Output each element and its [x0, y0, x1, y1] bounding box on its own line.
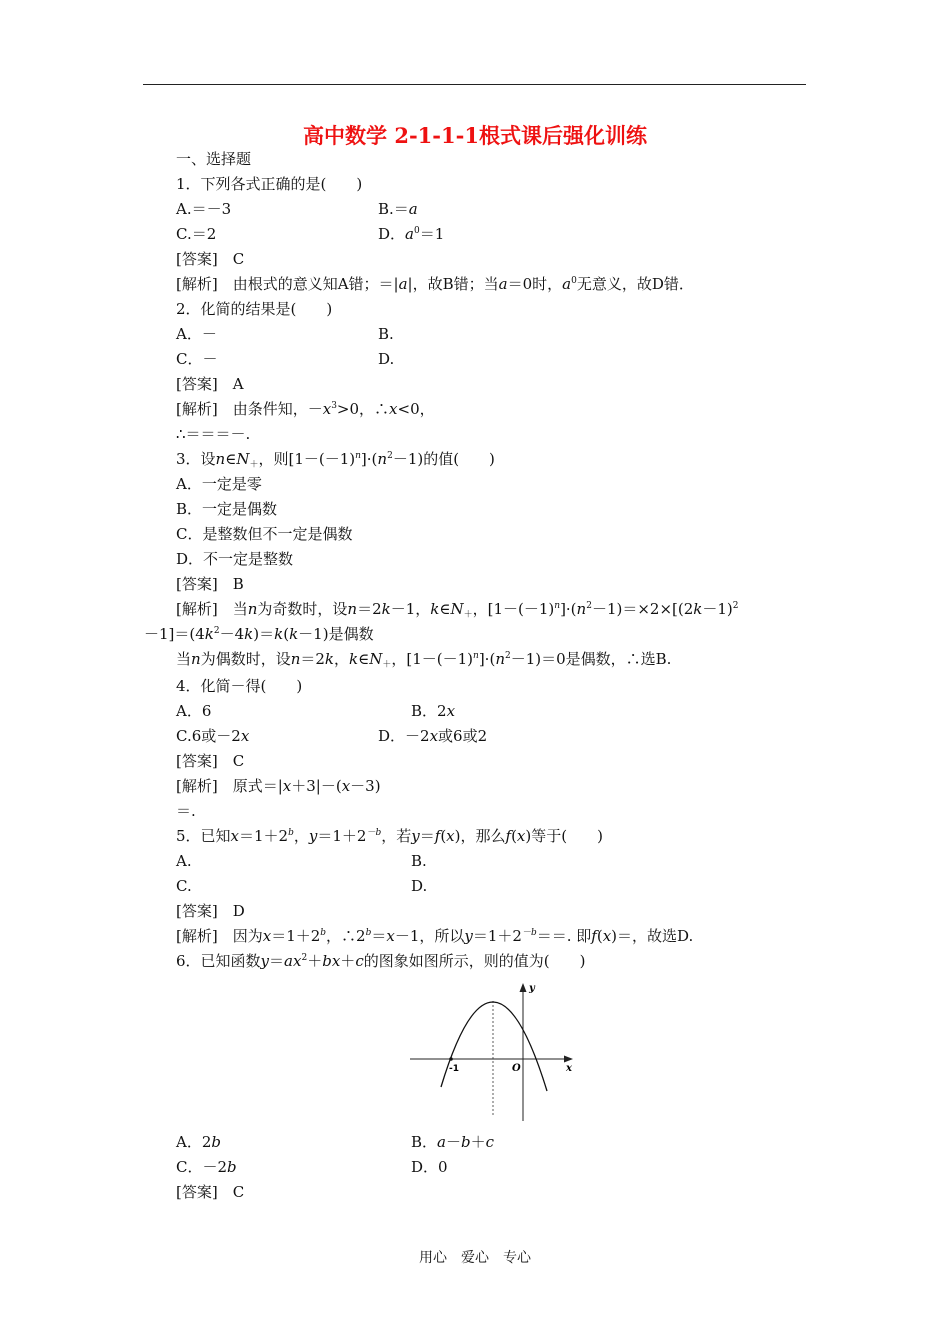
q4-option-a: A．6	[176, 702, 212, 720]
q4-option-c: C.6或－2x	[176, 727, 250, 745]
q5-answer: [答案] D	[176, 902, 245, 920]
q4-explanation: [解析] 原式＝|x＋3|－(x－3)	[176, 777, 381, 795]
q5-option-b: B.	[411, 852, 427, 870]
q3-option-a: A．一定是零	[176, 475, 262, 493]
x-axis-arrow	[564, 1056, 573, 1063]
q2-option-d: D.	[378, 350, 395, 368]
y-axis-label: y	[529, 983, 535, 994]
q2-explanation-2: ∴＝＝＝－.	[176, 425, 251, 443]
parabola-curve	[441, 1002, 547, 1091]
x-axis-label: x	[566, 1063, 572, 1074]
q6-option-b: B．a－b＋c	[411, 1133, 495, 1151]
q5-stem: 5．已知$x=1+2^b$，$y=1+2^{-b}$，若y＝f(x)，那么f(x)等于( )	[176, 827, 603, 845]
q6-option-a: A．2b	[176, 1133, 221, 1151]
q2-option-b: B.	[378, 325, 394, 343]
root-point	[449, 1057, 453, 1061]
q3-option-c: C．是整数但不一定是偶数	[176, 525, 353, 543]
y-axis-arrow	[520, 983, 527, 992]
origin-label: O	[512, 1063, 521, 1074]
q2-stem: 2．化简的结果是( )	[176, 300, 333, 318]
parabola-figure	[408, 979, 578, 1125]
q2-explanation: [解析] 由条件知，$-x^3>0$，∴x<0，	[176, 400, 435, 418]
q6-option-d: D．0	[411, 1158, 448, 1176]
q5-option-c: C.	[176, 877, 192, 895]
q5-option-a: A.	[176, 852, 192, 870]
q1-option-c: C.＝2	[176, 225, 217, 243]
section-heading: 一、选择题	[176, 150, 252, 168]
q4-option-b: B．2x	[411, 702, 456, 720]
q1-option-b: B.＝a	[378, 200, 418, 218]
q3-option-b: B．一定是偶数	[176, 500, 278, 518]
q1-option-d: D．$a^0=1$	[378, 225, 445, 243]
q4-stem: 4．化简－得( )	[176, 677, 303, 695]
q3-stem: 3．设$n\in N_+$，则$[1-(-1)^n]\cdot(n^2-1)$的值( )	[176, 450, 495, 470]
q4-answer: [答案] C	[176, 752, 245, 770]
doc-title: 高中数学 2-1-1-1根式课后强化训练	[303, 123, 647, 148]
q2-option-a: A．－	[176, 325, 217, 343]
q5-option-d: D.	[411, 877, 428, 895]
q3-option-d: D．不一定是整数	[176, 550, 294, 568]
q6-stem: 6．已知函数$y=ax^2+bx+c$的图象如图所示，则的值为( )	[176, 952, 586, 970]
q3-answer: [答案] B	[176, 575, 244, 593]
q1-stem: 1．下列各式正确的是( )	[176, 175, 363, 193]
q1-answer: [答案] C	[176, 250, 245, 268]
q6-option-c: C．－2b	[176, 1158, 237, 1176]
page-footer: 用心 爱心 专心	[419, 1250, 531, 1266]
q1-explanation: [解析] 由根式的意义知A错；＝|a|，故B错；当a＝0时，$a^0$无意义，故D错．	[176, 275, 694, 293]
header-rule	[143, 84, 806, 85]
minus-one-label: -1	[449, 1064, 459, 1074]
q3-explanation: [解析] 当n为奇数时，设n＝2k－1，$k\in N_+$，$[1-(-1)^n]\cdot(n^2-1)=\times 2\times[(2k-1)^2$	[176, 600, 739, 620]
q2-answer: [答案] A	[176, 375, 244, 393]
q2-option-c: C．－	[176, 350, 218, 368]
q4-explanation-2: ＝.	[176, 802, 196, 820]
q5-explanation: [解析] 因为$x=1+2^b$，$\therefore 2^b=x-1$，所以$y=1+2^{-b}==$. 即f(x)＝，故选D.	[176, 927, 694, 945]
q1-option-a: A.＝－3	[176, 200, 232, 218]
q3-explanation-3: 当n为偶数时，设n＝2k，$k\in N_+$，$[1-(-1)^n]\cdot(n^2-1)=0$是偶数，∴选B.	[176, 650, 672, 670]
q3-explanation-2: $-1]=(4k^2-4k)=k(k-1)$是偶数	[144, 625, 374, 643]
q6-answer: [答案] C	[176, 1183, 245, 1201]
q4-option-d: D．－2x或6或2	[378, 727, 488, 745]
